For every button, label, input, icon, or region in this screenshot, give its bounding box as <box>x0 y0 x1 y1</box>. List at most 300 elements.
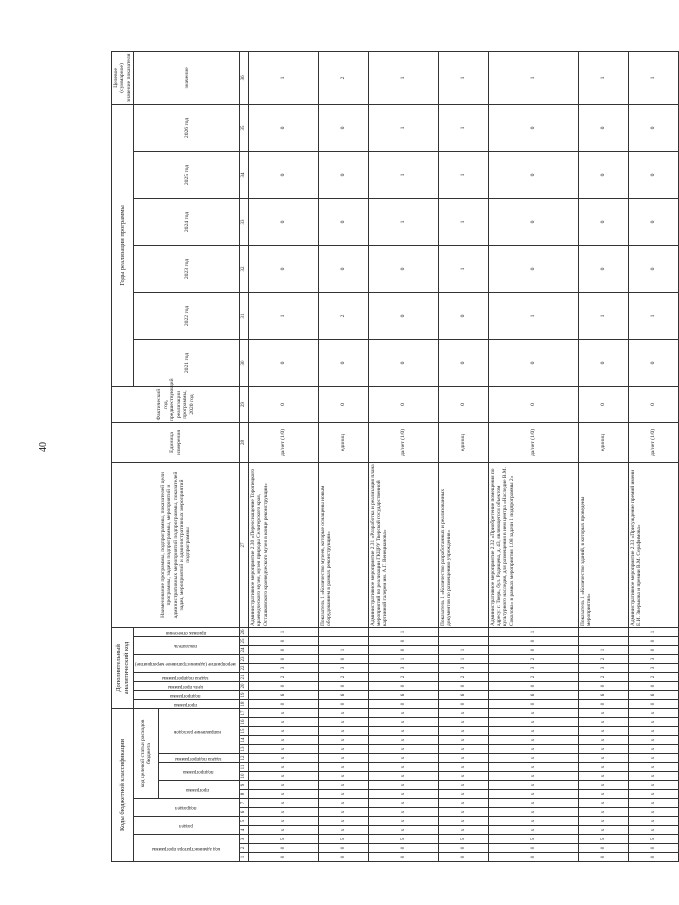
analytic-code-cell: 0 <box>369 700 439 709</box>
budget-code-cell: x <box>319 790 369 799</box>
budget-code-cell: x <box>579 781 629 790</box>
column-number: 9 <box>240 781 249 790</box>
vertical-header-label: подпрограмма <box>182 769 214 775</box>
analytic-code-cell: 0 <box>249 637 319 646</box>
budget-code-cell: 0 <box>319 853 369 862</box>
column-number: 11 <box>240 763 249 772</box>
header-final: Целевое (суммарное) значение показателя <box>112 51 134 104</box>
budget-code-cell: x <box>579 790 629 799</box>
analytic-code-cell: 2 <box>369 673 439 682</box>
analytic-code-cell: 3 <box>628 664 678 673</box>
budget-code-cell: 5 <box>249 835 319 844</box>
analytic-code-cell: 3 <box>488 664 578 673</box>
analytic-code-cell: 0 <box>488 646 578 655</box>
vertical-header-label: мероприятие (административное мероприятие) <box>135 661 237 667</box>
budget-code-cell: x <box>488 763 578 772</box>
year-value: 0 <box>488 104 578 151</box>
budget-code-cell: x <box>439 763 489 772</box>
analytic-code-cell: 6 <box>369 691 439 700</box>
base-year-value: 0 <box>369 387 439 423</box>
analytic-code-cell: 0 <box>628 637 678 646</box>
final-value: 1 <box>488 51 578 104</box>
column-number: 27 <box>240 463 249 628</box>
column-number: 3 <box>240 835 249 844</box>
analytic-code-cell <box>579 637 629 646</box>
budget-code-cell: x <box>628 727 678 736</box>
budget-code-cell: 0 <box>488 844 578 853</box>
table-row <box>319 51 369 861</box>
budget-code-cell: x <box>369 718 439 727</box>
year-value: 1 <box>439 246 489 293</box>
year-value: 0 <box>628 246 678 293</box>
year-value: 1 <box>249 293 319 340</box>
budget-code-cell: x <box>488 736 578 745</box>
budget-code-cell: x <box>579 799 629 808</box>
budget-code-cell: x <box>488 709 578 718</box>
analytic-code-cell: 1 <box>488 628 578 637</box>
final-value: 1 <box>369 51 439 104</box>
budget-code-cell: x <box>628 799 678 808</box>
analytic-code-cell <box>319 628 369 637</box>
column-number: 19 <box>240 691 249 700</box>
analytic-code-cell: 2 <box>488 655 578 664</box>
column-number: 23 <box>240 655 249 664</box>
year-value: 0 <box>319 340 369 387</box>
year-value: 0 <box>369 340 439 387</box>
analytic-code-cell: 1 <box>439 655 489 664</box>
budget-code-cell: x <box>249 790 319 799</box>
analytic-code-cell <box>579 628 629 637</box>
indicator-name: Показатель 1 «Количество разработанных и реализованных документов по размещению учреждения» <box>439 463 489 628</box>
year-value: 1 <box>628 293 678 340</box>
analytic-code-cell: 0 <box>488 637 578 646</box>
analytic-code-cell: 0 <box>249 682 319 691</box>
column-number: 28 <box>240 423 249 463</box>
header-target-article: код целевой статьи расходов бюджета <box>134 709 159 799</box>
table-row <box>369 51 439 861</box>
analytic-code-cell: 3 <box>249 664 319 673</box>
budget-code-cell: x <box>249 763 319 772</box>
budget-code-cell: x <box>369 808 439 817</box>
year-value: 0 <box>319 199 369 246</box>
year-value: 0 <box>628 152 678 199</box>
analytic-code-cell: 1 <box>439 646 489 655</box>
analytic-code-cell: 0 <box>628 682 678 691</box>
budget-code-cell: x <box>439 817 489 826</box>
analytic-code-cell: 2 <box>319 673 369 682</box>
vertical-header-label: подраздел <box>174 805 197 811</box>
year-value: 0 <box>628 104 678 151</box>
year-value: 1 <box>439 199 489 246</box>
budget-code-cell: x <box>319 781 369 790</box>
analytic-code-cell: 0 <box>319 700 369 709</box>
year-value: 1 <box>439 152 489 199</box>
column-number: 4 <box>240 826 249 835</box>
analytic-code-cell: 1 <box>369 655 439 664</box>
base-year-value: 0 <box>579 387 629 423</box>
year-value: 0 <box>579 152 629 199</box>
year-value: 1 <box>369 104 439 151</box>
program-indicators-table <box>111 51 679 862</box>
budget-code-cell: x <box>369 709 439 718</box>
indicator-name: Административное мероприятие 2.33 «Присуждение премий имени Е.И. Зверькова и премии В.М. Серафимова» <box>628 463 678 628</box>
budget-code-cell: 0 <box>488 853 578 862</box>
budget-code-cell: x <box>439 745 489 754</box>
analytic-code-cell: 0 <box>369 646 439 655</box>
header-budget-col <box>134 817 240 835</box>
base-year-value: 0 <box>249 387 319 423</box>
year-value: 0 <box>249 340 319 387</box>
analytic-code-cell: 6 <box>249 691 319 700</box>
budget-code-cell: x <box>579 763 629 772</box>
column-number: 26 <box>240 628 249 637</box>
budget-code-cell: 5 <box>369 835 439 844</box>
budget-code-cell: x <box>249 718 319 727</box>
indicator-name: Показатель 1 «Количество зданий, в которых проведены мероприятия» <box>579 463 629 628</box>
budget-code-cell: x <box>439 772 489 781</box>
analytic-code-cell: 0 <box>488 682 578 691</box>
year-value: 1 <box>439 104 489 151</box>
final-value: 1 <box>439 51 489 104</box>
budget-code-cell: x <box>439 781 489 790</box>
budget-code-cell: x <box>369 736 439 745</box>
budget-code-cell: 5 <box>319 835 369 844</box>
budget-code-cell: x <box>628 763 678 772</box>
year-value: 2 <box>319 293 369 340</box>
budget-code-cell: x <box>439 754 489 763</box>
budget-code-cell: x <box>319 763 369 772</box>
budget-code-cell: x <box>249 799 319 808</box>
column-number-row <box>240 51 249 861</box>
analytic-code-cell: 0 <box>628 700 678 709</box>
header-final-value: значение <box>134 51 240 104</box>
budget-code-cell: x <box>319 745 369 754</box>
budget-code-cell: x <box>488 781 578 790</box>
vertical-header-label: цель программы <box>168 683 204 689</box>
analytic-code-cell: 2 <box>579 655 629 664</box>
header-year: 2023 год <box>134 246 240 293</box>
analytic-code-cell: 1 <box>579 646 629 655</box>
year-value: 0 <box>628 340 678 387</box>
budget-code-cell: 5 <box>488 835 578 844</box>
budget-code-cell: x <box>628 772 678 781</box>
budget-code-cell: x <box>488 718 578 727</box>
header-budget-codes: Коды бюджетной классификации <box>112 709 134 862</box>
analytic-code-cell: 0 <box>628 646 678 655</box>
vertical-header-label: показатель <box>174 643 198 649</box>
unit-cell: да/нет (1/0) <box>369 423 439 463</box>
analytic-code-cell: 3 <box>319 664 369 673</box>
vertical-header-label: программа <box>174 701 198 707</box>
year-value: 0 <box>369 246 439 293</box>
column-number: 24 <box>240 646 249 655</box>
vertical-header-label: подпрограмма <box>170 692 201 698</box>
unit-cell: да/нет (1/0) <box>488 423 578 463</box>
column-number: 18 <box>240 700 249 709</box>
column-number: 29 <box>240 387 249 423</box>
year-value: 0 <box>249 104 319 151</box>
year-value: 0 <box>439 293 489 340</box>
column-number: 15 <box>240 727 249 736</box>
analytic-code-cell: 0 <box>249 655 319 664</box>
analytic-code-cell: 0 <box>249 700 319 709</box>
budget-code-cell: x <box>628 709 678 718</box>
column-number: 1 <box>240 853 249 862</box>
column-number: 32 <box>240 246 249 293</box>
rotated-table-wrapper <box>111 53 657 862</box>
budget-code-cell: x <box>369 754 439 763</box>
column-number: 31 <box>240 293 249 340</box>
analytic-code-cell: 0 <box>319 655 369 664</box>
budget-code-cell: x <box>249 772 319 781</box>
budget-code-cell: x <box>439 799 489 808</box>
budget-code-cell: 0 <box>439 853 489 862</box>
budget-code-cell: x <box>579 808 629 817</box>
budget-code-cell: x <box>579 772 629 781</box>
budget-code-cell: x <box>319 808 369 817</box>
table-row <box>249 51 319 861</box>
analytic-code-cell: 0 <box>439 682 489 691</box>
analytic-code-cell: 1 <box>319 646 369 655</box>
column-number: 20 <box>240 682 249 691</box>
header-budget-col <box>158 754 240 763</box>
base-year-value: 0 <box>628 387 678 423</box>
budget-code-cell: x <box>488 727 578 736</box>
year-value: 0 <box>488 152 578 199</box>
budget-code-cell: 5 <box>579 835 629 844</box>
analytic-code-cell: 2 <box>249 673 319 682</box>
year-value: 0 <box>579 199 629 246</box>
final-value: 2 <box>319 51 369 104</box>
budget-code-cell: x <box>579 826 629 835</box>
column-number: 35 <box>240 104 249 151</box>
budget-code-cell: x <box>249 808 319 817</box>
budget-code-cell: x <box>249 727 319 736</box>
budget-code-cell: x <box>249 745 319 754</box>
column-number: 7 <box>240 799 249 808</box>
budget-code-cell: x <box>319 736 369 745</box>
budget-code-cell: x <box>439 826 489 835</box>
budget-code-cell: 0 <box>628 844 678 853</box>
budget-code-cell: 0 <box>579 853 629 862</box>
column-number: 21 <box>240 673 249 682</box>
header-analytic-col <box>134 682 240 691</box>
column-number: 34 <box>240 152 249 199</box>
header-base-year: Фактический год, предшествующий реализации программы, 2020 год <box>112 387 240 423</box>
analytic-code-cell: 2 <box>488 673 578 682</box>
year-value: 1 <box>488 293 578 340</box>
budget-code-cell: x <box>628 718 678 727</box>
budget-code-cell: 0 <box>369 853 439 862</box>
indicator-name: Административное мероприятие 2.32 «Приобретение помещения по адресу: г. Тверь, бул. Радищева, д. 43, являющегося объектом культурного наследия, для размещения в нем центра «Наследие В.М. Соколова» в рамках мероприятия 1.08 задачи 1 подпрограммы 2» <box>488 463 578 628</box>
column-number: 36 <box>240 51 249 104</box>
analytic-code-cell: 0 <box>319 682 369 691</box>
column-number: 16 <box>240 718 249 727</box>
vertical-header-label: направление расходов <box>174 728 222 734</box>
vertical-header-label: задача подпрограммы <box>162 674 209 680</box>
header-analytic-col <box>134 628 240 637</box>
budget-code-cell: x <box>369 826 439 835</box>
analytic-code-cell: 1 <box>628 628 678 637</box>
budget-code-cell: x <box>319 817 369 826</box>
header-year: 2021 год <box>134 340 240 387</box>
column-number: 25 <box>240 637 249 646</box>
analytic-code-cell: 2 <box>628 673 678 682</box>
budget-code-cell: x <box>628 781 678 790</box>
budget-code-cell: x <box>249 754 319 763</box>
table-row <box>579 51 629 861</box>
header-name: Наименование программы, подпрограммы, показателей цели программы, задачи подпрограммы, мероприятий и административных мероприятий подпрограммы, показателей задач, мероприятий и административных мероприятий подпрограммы <box>112 463 240 628</box>
header-budget-col <box>158 709 240 754</box>
analytic-code-cell: 3 <box>439 664 489 673</box>
budget-code-cell: x <box>369 763 439 772</box>
budget-code-cell: x <box>579 745 629 754</box>
header-budget-col <box>158 763 240 781</box>
column-number: 10 <box>240 772 249 781</box>
analytic-code-cell: 6 <box>488 691 578 700</box>
budget-code-cell: x <box>579 736 629 745</box>
budget-code-cell: x <box>579 817 629 826</box>
vertical-header-label: задача подпрограммы <box>174 755 222 761</box>
budget-code-cell: x <box>488 772 578 781</box>
budget-code-cell: x <box>488 808 578 817</box>
budget-code-cell: x <box>579 718 629 727</box>
budget-code-cell: x <box>439 790 489 799</box>
column-number: 12 <box>240 754 249 763</box>
budget-code-cell: x <box>319 727 369 736</box>
budget-code-cell: x <box>439 727 489 736</box>
year-value: 0 <box>579 246 629 293</box>
unit-cell: да/нет (1/0) <box>628 423 678 463</box>
year-value: 0 <box>579 104 629 151</box>
budget-code-cell: x <box>579 709 629 718</box>
header-analytic-col <box>134 673 240 682</box>
table-row <box>439 51 489 861</box>
indicator-name: Показатель 1 «Количество музеев, которые оснащены новым оборудованием в рамках реконструкции» <box>319 463 369 628</box>
header-budget-col <box>158 781 240 799</box>
analytic-code-cell: 6 <box>319 691 369 700</box>
analytic-code-cell: 0 <box>488 700 578 709</box>
header-analytic-col <box>134 655 240 673</box>
unit-cell: единиц <box>579 423 629 463</box>
budget-code-cell: x <box>369 799 439 808</box>
year-value: 1 <box>369 199 439 246</box>
analytic-code-cell: 1 <box>369 628 439 637</box>
analytic-code-cell: 0 <box>249 646 319 655</box>
budget-code-cell: x <box>249 736 319 745</box>
budget-code-cell: 0 <box>369 844 439 853</box>
column-number: 5 <box>240 817 249 826</box>
header-year: 2025 год <box>134 152 240 199</box>
analytic-code-cell: 6 <box>439 691 489 700</box>
analytic-code-cell <box>319 637 369 646</box>
budget-code-cell: x <box>628 790 678 799</box>
table-row <box>628 51 678 861</box>
header-analytic-col <box>134 691 240 700</box>
column-number: 17 <box>240 709 249 718</box>
budget-code-cell: 5 <box>628 835 678 844</box>
year-value: 0 <box>579 340 629 387</box>
budget-code-cell: x <box>439 718 489 727</box>
year-value: 0 <box>488 340 578 387</box>
budget-code-cell: x <box>628 736 678 745</box>
budget-code-cell: 0 <box>319 844 369 853</box>
budget-code-cell: x <box>628 808 678 817</box>
analytic-code-cell: 0 <box>439 700 489 709</box>
base-year-value: 0 <box>439 387 489 423</box>
budget-code-cell: x <box>319 826 369 835</box>
column-number: 30 <box>240 340 249 387</box>
header-analytic-col <box>134 637 240 655</box>
header-analytic-code: Дополнительный аналитический код <box>112 628 134 709</box>
column-number: 13 <box>240 745 249 754</box>
header-program-years: Годы реализации программы <box>112 104 134 386</box>
column-number: 6 <box>240 808 249 817</box>
analytic-code-cell <box>439 628 489 637</box>
header-budget-col <box>134 799 240 817</box>
indicator-name: Административное мероприятие 2.31 «Разработка и реализация плана мероприятий по реализации ГКЦРУ Тверской государственной картинной галереи им. А.Г. Венецианова» <box>369 463 439 628</box>
unit-cell: единиц <box>319 423 369 463</box>
header-year: 2026 год <box>134 104 240 151</box>
budget-code-cell: x <box>488 826 578 835</box>
year-value: 0 <box>319 246 369 293</box>
budget-code-cell: x <box>488 754 578 763</box>
budget-code-cell: 0 <box>249 844 319 853</box>
budget-code-cell: x <box>579 754 629 763</box>
year-value: 1 <box>579 293 629 340</box>
column-number: 33 <box>240 199 249 246</box>
budget-code-cell: x <box>369 745 439 754</box>
vertical-header-label: код администратора программы <box>151 845 220 851</box>
header-budget-col <box>134 835 240 862</box>
budget-code-cell: x <box>628 817 678 826</box>
year-value: 0 <box>488 246 578 293</box>
budget-code-cell: 0 <box>628 853 678 862</box>
budget-code-cell: x <box>319 718 369 727</box>
header-year: 2022 год <box>134 293 240 340</box>
column-number: 22 <box>240 664 249 673</box>
unit-cell: да/нет (1/0) <box>249 423 319 463</box>
final-value: 1 <box>249 51 319 104</box>
analytic-code-cell: 3 <box>369 664 439 673</box>
budget-code-cell: 0 <box>249 853 319 862</box>
budget-code-cell: 5 <box>439 835 489 844</box>
analytic-code-cell: 0 <box>369 682 439 691</box>
budget-code-cell: x <box>249 709 319 718</box>
vertical-header-label: программа <box>186 787 210 793</box>
budget-code-cell: x <box>628 745 678 754</box>
column-number: 14 <box>240 736 249 745</box>
year-value: 0 <box>319 104 369 151</box>
budget-code-cell: x <box>488 799 578 808</box>
analytic-code-cell: 6 <box>579 691 629 700</box>
year-value: 0 <box>439 340 489 387</box>
budget-code-cell: x <box>439 709 489 718</box>
budget-code-cell: x <box>319 754 369 763</box>
budget-code-cell: x <box>369 772 439 781</box>
page-number: 40 <box>38 442 49 452</box>
column-number: 2 <box>240 844 249 853</box>
header-analytic-col <box>134 700 240 709</box>
final-value: 1 <box>628 51 678 104</box>
budget-code-cell: x <box>488 817 578 826</box>
base-year-value: 0 <box>319 387 369 423</box>
year-value: 0 <box>249 152 319 199</box>
analytic-code-cell: 2 <box>579 673 629 682</box>
table-row <box>488 51 578 861</box>
analytic-code-cell: 2 <box>439 673 489 682</box>
header-unit: Единица измерения <box>112 423 240 463</box>
